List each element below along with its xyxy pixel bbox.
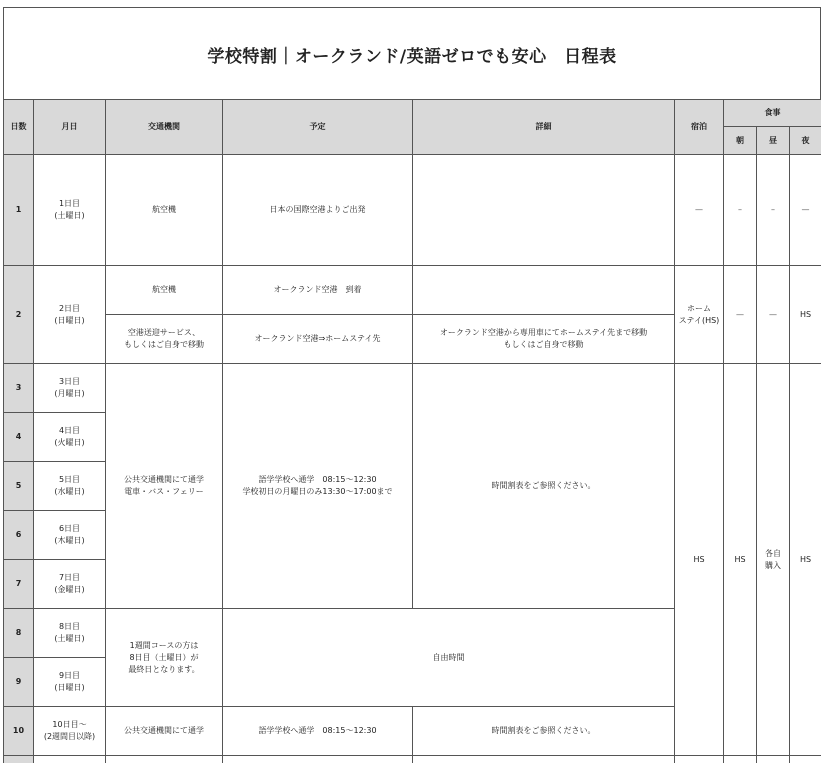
transport-cell: 公共交通機関にて通学 bbox=[106, 707, 223, 756]
stay-cell: — bbox=[675, 155, 724, 266]
day-number: 4 bbox=[4, 413, 34, 462]
lunch-cell: — bbox=[757, 266, 790, 364]
table-row-day-3 bbox=[4, 364, 822, 413]
date-cell: 1日目 (土曜日) bbox=[34, 155, 106, 266]
plan-cell: オークランド空港⇒ホームステイ先 bbox=[223, 315, 413, 364]
schedule-table bbox=[3, 99, 821, 763]
dinner-cell: HS bbox=[790, 266, 822, 364]
table-row-partial bbox=[4, 756, 822, 763]
weekend-plan-cell: 自由時間 bbox=[223, 609, 675, 707]
header-stay: 宿泊 bbox=[675, 100, 724, 155]
transport-cell: 空港送迎サービス、 もしくはご自身で移動 bbox=[106, 315, 223, 364]
dinner-cell: — bbox=[790, 155, 822, 266]
detail-cell bbox=[413, 155, 675, 266]
day-number: 3 bbox=[4, 364, 34, 413]
date-cell: 8日目 (土曜日) bbox=[34, 609, 106, 658]
day-number: 5 bbox=[4, 462, 34, 511]
weekend-transport-cell: 1週間コースの方は 8日目（土曜日）が 最終日となります。 bbox=[106, 609, 223, 707]
breakfast-cell: — bbox=[724, 266, 757, 364]
stay-cell-empty bbox=[675, 756, 724, 763]
date-cell: 3日目 (月曜日) bbox=[34, 364, 106, 413]
date-cell: 2日目 (日曜日) bbox=[34, 266, 106, 364]
transport-cell-empty bbox=[106, 756, 223, 763]
plan-cell: オークランド空港 到着 bbox=[223, 266, 413, 315]
date-cell: 10日目～ (2週間目以降) bbox=[34, 707, 106, 756]
date-cell: 5日目 (水曜日) bbox=[34, 462, 106, 511]
breakfast-block-cell: HS bbox=[724, 364, 757, 756]
detail-cell bbox=[413, 266, 675, 315]
detail-cell: 時間割表をご参照ください。 bbox=[413, 707, 675, 756]
day-number-empty bbox=[4, 756, 34, 763]
date-cell: 4日目 (火曜日) bbox=[34, 413, 106, 462]
breakfast-cell: – bbox=[724, 155, 757, 266]
header-lunch: 昼 bbox=[757, 127, 790, 155]
day-number: 2 bbox=[4, 266, 34, 364]
weekday-detail-cell: 時間割表をご参照ください。 bbox=[413, 364, 675, 609]
schedule-sheet bbox=[3, 7, 821, 763]
day-number: 9 bbox=[4, 658, 34, 707]
detail-cell: オークランド空港から専用車にてホームステイ先まで移動 もしくはご自身で移動 bbox=[413, 315, 675, 364]
header-meals: 食事 bbox=[724, 100, 822, 127]
detail-cell-empty bbox=[413, 756, 675, 763]
day-number: 10 bbox=[4, 707, 34, 756]
date-cell-empty bbox=[34, 756, 106, 763]
date-cell: 7日目 (金曜日) bbox=[34, 560, 106, 609]
header-date: 月日 bbox=[34, 100, 106, 155]
dinner-cell-empty bbox=[790, 756, 822, 763]
lunch-cell-empty bbox=[757, 756, 790, 763]
weekday-plan-cell: 語学学校へ通学 08:15～12:30 学校初日の月曜日のみ13:30～17:00まで bbox=[223, 364, 413, 609]
header-row-1 bbox=[4, 100, 822, 127]
breakfast-cell-empty bbox=[724, 756, 757, 763]
transport-cell: 航空機 bbox=[106, 266, 223, 315]
day-number: 7 bbox=[4, 560, 34, 609]
title-box bbox=[3, 7, 821, 100]
dinner-block-cell: HS bbox=[790, 364, 822, 756]
stay-cell: ホーム ステイ(HS) bbox=[675, 266, 724, 364]
stay-block-cell: HS bbox=[675, 364, 724, 756]
day-number: 6 bbox=[4, 511, 34, 560]
plan-cell-empty bbox=[223, 756, 413, 763]
page-title: 学校特割｜オークランド/英語ゼロでも安心 日程表 bbox=[207, 46, 617, 67]
table-row-day-1 bbox=[4, 155, 822, 266]
lunch-cell: – bbox=[757, 155, 790, 266]
header-day: 日数 bbox=[4, 100, 34, 155]
table-row-day-2a bbox=[4, 266, 822, 315]
date-cell: 6日目 (木曜日) bbox=[34, 511, 106, 560]
lunch-block-cell: 各自 購入 bbox=[757, 364, 790, 756]
date-cell: 9日目 (日曜日) bbox=[34, 658, 106, 707]
day-number: 1 bbox=[4, 155, 34, 266]
header-detail: 詳細 bbox=[413, 100, 675, 155]
header-transport: 交通機関 bbox=[106, 100, 223, 155]
header-dinner: 夜 bbox=[790, 127, 822, 155]
header-plan: 予定 bbox=[223, 100, 413, 155]
transport-cell: 航空機 bbox=[106, 155, 223, 266]
plan-cell: 語学学校へ通学 08:15～12:30 bbox=[223, 707, 413, 756]
header-breakfast: 朝 bbox=[724, 127, 757, 155]
day-number: 8 bbox=[4, 609, 34, 658]
weekday-transport-cell: 公共交通機関にて通学 電車・バス・フェリー bbox=[106, 364, 223, 609]
plan-cell: 日本の国際空港よりご出発 bbox=[223, 155, 413, 266]
